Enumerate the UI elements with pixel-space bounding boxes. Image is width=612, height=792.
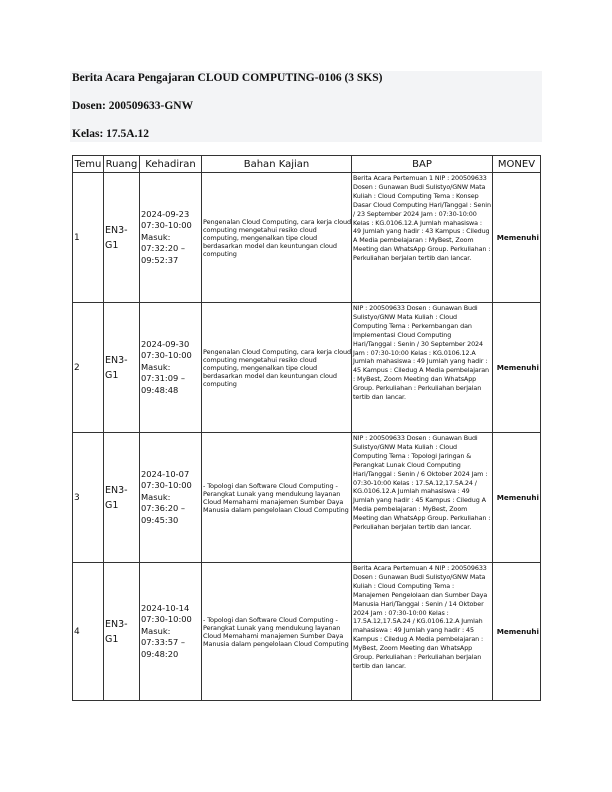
cell-ruang: EN3-G1: [104, 303, 140, 433]
cell-bap: Berita Acara Pertemuan 4 NIP : 200509633 Dosen : Gunawan Budi Sulistyo/GNW Mata Kuliah : Cloud Computing Tema : Manajemen Pengelolaan dan Sumber Daya Manusia Hari/Tanggal : Senin / 14 Oktober 2024 Jam : 07:30-10:00 Kelas : 17.5A.12,17.5A.24 / KG.0106.12.A Jumlah mahasiswa : 49 Jumlah yang hadir : 45 Kampus : Ciledug A Media pembelajaran : MyBest, Zoom Meeting dan WhatsApp Group. Perkuliahan : Perkuliahan berjalan tertib dan lancar.: [352, 563, 493, 701]
table-header-row: [73, 156, 541, 173]
bap-table: [72, 155, 541, 701]
col-header-kehadiran: Kehadiran: [140, 156, 202, 173]
cell-temu: 3: [73, 433, 104, 563]
cell-kehadiran: 2024-09-30 07:30-10:00 Masuk: 07:31:09 – 09:48:48: [140, 303, 202, 433]
table-row: [73, 303, 541, 433]
cell-bahan-kajian: - Topologi dan Software Cloud Computing - Perangkat Lunak yang mendukung layanan Cloud Memahami manajemen Sumber Daya Manusia dalam pengelolaan Cloud Computing: [202, 433, 352, 563]
col-header-monev: MONEV: [493, 156, 541, 173]
cell-bap: NIP : 200509633 Dosen : Gunawan Budi Sulistyo/GNW Mata Kuliah : Cloud Computing Tema : Perkembangan dan Implementasi Cloud Computing Hari/Tanggal : Senin / 30 September 2024 Jam : 07:30-10:00 Kelas : KG.0106.12.A Jumlah mahasiswa : 49 Jumlah yang hadir : 45 Kampus : Ciledug A Media pembelajaran : MyBest, Zoom Meeting dan WhatsApp Group. Perkuliahan : Perkuliahan berjalan tertib dan lancar.: [352, 303, 493, 433]
cell-ruang: EN3-G1: [104, 433, 140, 563]
cell-kehadiran: 2024-10-07 07:30-10:00 Masuk: 07:36:20 – 09:45:30: [140, 433, 202, 563]
cell-kehadiran: 2024-10-14 07:30-10:00 Masuk: 07:33:57 – 09:48:20: [140, 563, 202, 701]
col-header-bahan-kajian: Bahan Kajian: [202, 156, 352, 173]
table-row: [73, 433, 541, 563]
cell-bahan-kajian: Pengenalan Cloud Computing, cara kerja cloud computing mengetahui resiko cloud computing, mengenalkan tipe cloud berdasarkan model dan keuntungan cloud computing: [202, 303, 352, 433]
cell-bap: NIP : 200509633 Dosen : Gunawan Budi Sulistyo/GNW Mata Kuliah : Cloud Computing Tema : Topologi Jaringan & Perangkat Lunak Cloud Computing Hari/Tanggal : Senin / 6 Oktober 2024 Jam : 07:30-10:00 Kelas : 17.5A.12,17.5A.24 / KG.0106.12.A Jumlah mahasiswa : 49 Jumlah yang hadir : 45 Kampus : Ciledug A Media pembelajaran : MyBest, Zoom Meeting dan WhatsApp Group. Perkuliahan : Perkuliahan berjalan tertib dan lancar.: [352, 433, 493, 563]
cell-bap: Berita Acara Pertemuan 1 NIP : 200509633 Dosen : Gunawan Budi Sulistyo/GNW Mata Kuliah : Cloud Computing Tema : Konsep Dasar Cloud Computing Hari/Tanggal : Senin / 23 September 2024 Jam : 07:30-10:00 Kelas : KG.0106.12.A Jumlah mahasiswa : 49 Jumlah yang hadir : 43 Kampus : Ciledug A Media pembelajaran : MyBest, Zoom Meeting dan WhatsApp Group. Perkuliahan : Perkuliahan berjalan tertib dan lancar.: [352, 173, 493, 303]
dosen-label: Dosen: 200509633-GNW: [72, 100, 194, 112]
page-title: Berita Acara Pengajaran CLOUD COMPUTING-0106 (3 SKS): [72, 72, 383, 84]
table-row: [73, 563, 541, 701]
cell-kehadiran: 2024-09-23 07:30-10:00 Masuk: 07:32:20 – 09:52:37: [140, 173, 202, 303]
cell-ruang: EN3-G1: [104, 173, 140, 303]
cell-monev: Memenuhi: [493, 303, 541, 433]
cell-monev: Memenuhi: [493, 433, 541, 563]
cell-monev: Memenuhi: [493, 173, 541, 303]
col-header-bap: BAP: [352, 156, 493, 173]
cell-ruang: EN3-G1: [104, 563, 140, 701]
cell-temu: 1: [73, 173, 104, 303]
cell-bahan-kajian: Pengenalan Cloud Computing, cara kerja cloud computing mengetahui resiko cloud computing, mengenalkan tipe cloud berdasarkan model dan keuntungan cloud computing: [202, 173, 352, 303]
col-header-temu: Temu: [73, 156, 104, 173]
cell-temu: 2: [73, 303, 104, 433]
kelas-label: Kelas: 17.5A.12: [72, 128, 149, 140]
cell-monev: Memenuhi: [493, 563, 541, 701]
cell-temu: 4: [73, 563, 104, 701]
col-header-ruang: Ruang: [104, 156, 140, 173]
cell-bahan-kajian: - Topologi dan Software Cloud Computing - Perangkat Lunak yang mendukung layanan Cloud Memahami manajemen Sumber Daya Manusia dalam pengelolaan Cloud Computing: [202, 563, 352, 701]
table-row: [73, 173, 541, 303]
